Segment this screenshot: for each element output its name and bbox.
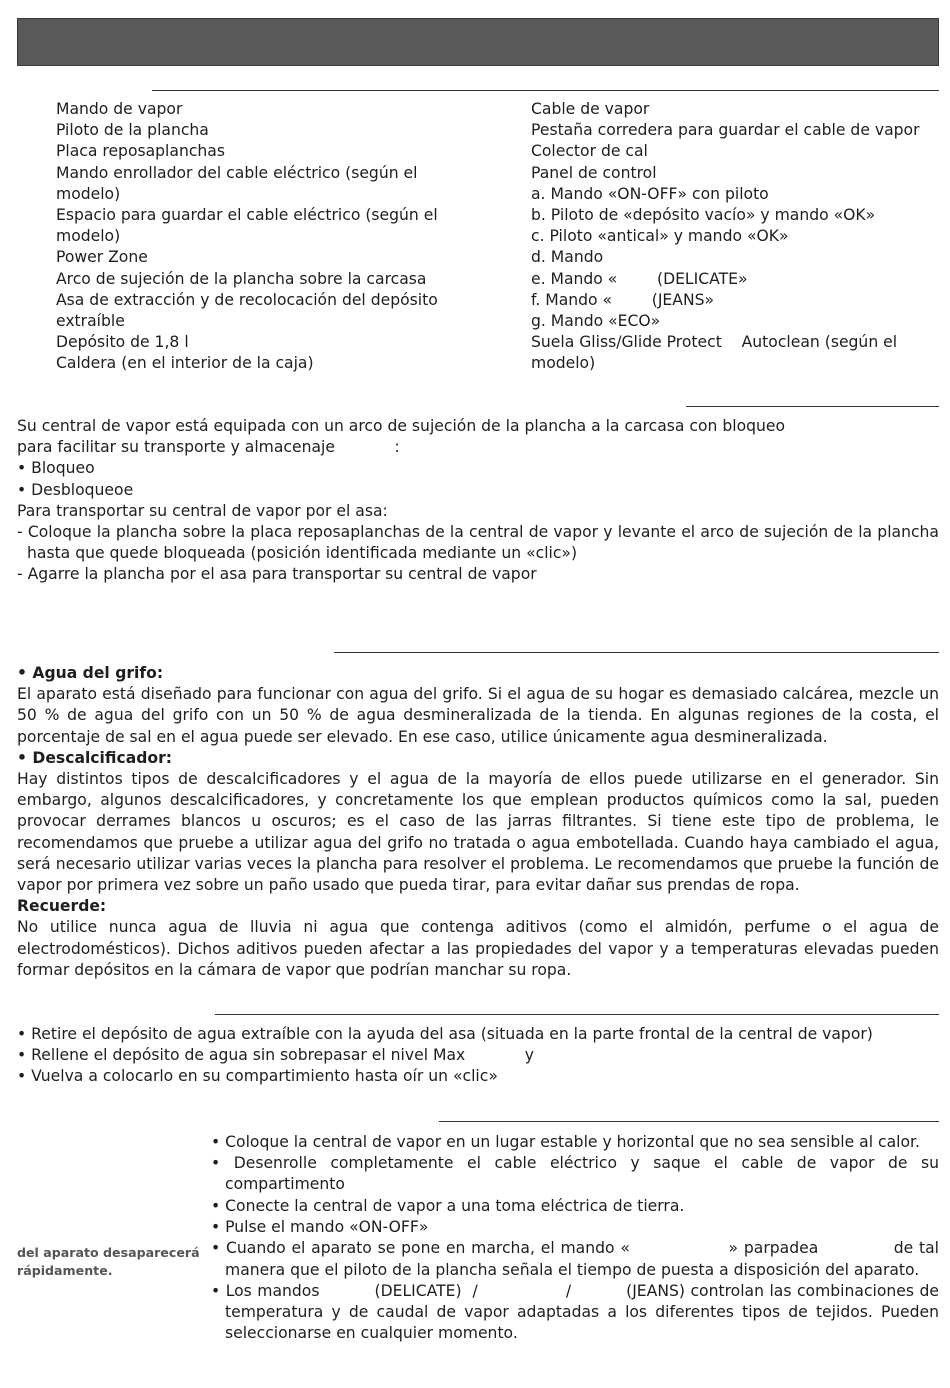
component-item: Asa de extracción y de recolocación del depósito extraíble bbox=[56, 290, 438, 331]
water-section bbox=[17, 663, 939, 981]
component-item: Suela Gliss/Glide Protect Autoclean (según el modelo) bbox=[531, 333, 903, 373]
softener-text: Hay distintos tipos de descalcificadores y el agua de la mayoría de ellos puede utilizarse en el generador. Sin embargo, algunos descalcificadores, y concretamente los que emplean productos químicos como la sal, pueden provocar derrames blancos u oscuros; es el caso de las jarras filtrantes. Si tiene este tipo de problema, le recomendamos que pruebe a utilizar agua del grifo no tratada o agua embotellada. Cuando haya cambiado el agua, será necesario utilizar varias veces la plancha para resolver el problema. Le recomendamos que pruebe la función de vapor por primera vez sobre un paño usado que pueda tirar, para evitar dañar sus prendas de ropa. bbox=[17, 770, 939, 895]
component-item: a. Mando «ON-OFF» con piloto bbox=[531, 184, 769, 203]
transport-step: - Coloque la plancha sobre la placa reposaplanchas de la central de vapor y levante el arco de sujeción de la plancha hasta que quede bloqueada (posición identificada mediante un «clic») bbox=[17, 523, 939, 563]
component-item: d. Mando bbox=[531, 248, 604, 267]
fill-step: • Retire el depósito de agua extraíble con la ayuda del asa (situada en la parte frontal de la central de vapor) bbox=[17, 1025, 873, 1043]
component-item: Mando de vapor bbox=[56, 100, 183, 118]
unlock-item: • Desbloqueoe bbox=[17, 480, 134, 499]
component-item: b. Piloto de «depósito vacío» y mando «OK» bbox=[531, 206, 876, 225]
setup-step: • Coloque la central de vapor en un lugar estable y horizontal que no sea sensible al calor. bbox=[211, 1133, 920, 1151]
component-item: c. Piloto «antical» y mando «OK» bbox=[531, 227, 789, 246]
components-right-column bbox=[531, 99, 931, 375]
transport-intro-line-2: para facilitar su transporte y almacenaje : bbox=[17, 438, 400, 457]
component-item: Colector de cal bbox=[531, 142, 648, 161]
component-item: f. Mando « (JEANS» bbox=[531, 290, 715, 309]
remember-title: Recuerde: bbox=[17, 897, 107, 916]
component-item: Mando enrollador del cable eléctrico (según el modelo) bbox=[56, 163, 418, 203]
component-item: g. Mando «ECO» bbox=[531, 312, 661, 331]
component-item: e. Mando « (DELICATE» bbox=[531, 269, 748, 288]
operation-step: • Cuando el aparato se pone en marcha, el mando « » parpadea de tal manera que el piloto de la plancha señala el tiempo de puesta a disposición del aparato. bbox=[211, 1239, 944, 1279]
tap-water-title: • Agua del grifo: bbox=[17, 664, 164, 682]
transport-step: - Agarre la plancha por el asa para transportar su central de vapor bbox=[17, 565, 537, 584]
section-rule-3 bbox=[334, 652, 939, 653]
setup-section bbox=[211, 1132, 939, 1196]
fill-step: • Vuelva a colocarlo en su compartimiento hasta oír un «clic» bbox=[17, 1067, 498, 1086]
component-item: Cable de vapor bbox=[531, 100, 650, 118]
fill-section bbox=[17, 1024, 939, 1088]
setup-step: • Desenrolle completamente el cable eléctrico y saque el cable de vapor de su compartimento bbox=[211, 1154, 939, 1194]
operation-section bbox=[211, 1196, 944, 1344]
section-rule-2 bbox=[686, 406, 939, 407]
tap-water-text: El aparato está diseñado para funcionar con agua del grifo. Si el agua de su hogar es demasiado calcárea, mezcle un 50 % de agua del grifo con un 50 % de agua desmineralizada de la tienda. En algunas regiones de la costa, el porcentaje de sal en el agua puede ser elevado. En ese caso, utilice únicamente agua desmineralizada. bbox=[17, 685, 939, 746]
component-item: Pestaña corredera para guardar el cable de vapor bbox=[531, 121, 920, 140]
component-item: Piloto de la plancha bbox=[56, 121, 209, 140]
operation-step: • Los mandos (DELICATE) / / (JEANS) controlan las combinaciones de temperatura y de caudal de vapor adaptadas a los diferentes tipos de tejidos. Pueden seleccionarse en cualquier momento. bbox=[211, 1281, 944, 1343]
component-item: Depósito de 1,8 l bbox=[56, 333, 189, 352]
transport-intro-line-1: Su central de vapor está equipada con un arco de sujeción de la plancha a la carcasa con bloqueo bbox=[17, 417, 786, 435]
fill-step: • Rellene el depósito de agua sin sobrepasar el nivel Max y bbox=[17, 1046, 534, 1065]
side-note: del aparato desaparecerá rápidamente. bbox=[17, 1245, 200, 1278]
operation-step: • Conecte la central de vapor a una toma eléctrica de tierra. bbox=[211, 1197, 685, 1215]
transport-how: Para transportar su central de vapor por el asa: bbox=[17, 501, 388, 520]
operation-step: • Pulse el mando «ON-OFF» bbox=[211, 1218, 429, 1237]
header-banner bbox=[17, 18, 939, 66]
transport-section bbox=[17, 416, 939, 586]
components-left-column bbox=[56, 99, 466, 375]
component-item: Caldera (en el interior de la caja) bbox=[56, 354, 314, 373]
component-item: Panel de control bbox=[531, 163, 657, 182]
lock-item: • Bloqueo bbox=[17, 459, 95, 478]
softener-title: • Descalcificador: bbox=[17, 748, 173, 767]
component-item: Arco de sujeción de la plancha sobre la carcasa bbox=[56, 269, 427, 288]
component-item: Espacio para guardar el cable eléctrico (según el modelo) bbox=[56, 206, 438, 246]
component-item: Power Zone bbox=[56, 248, 148, 267]
section-rule-1 bbox=[152, 90, 939, 91]
section-rule-5 bbox=[439, 1121, 939, 1122]
section-rule-4 bbox=[215, 1014, 939, 1015]
remember-text: No utilice nunca agua de lluvia ni agua que contenga aditivos (como el almidón, perfume o el agua de electrodomésticos). Dichos aditivos pueden afectar a las propiedades del vapor y a temperaturas elevadas pueden formar depósitos en la cámara de vapor que podrían manchar su ropa. bbox=[17, 918, 939, 979]
component-item: Placa reposaplanchas bbox=[56, 142, 225, 161]
